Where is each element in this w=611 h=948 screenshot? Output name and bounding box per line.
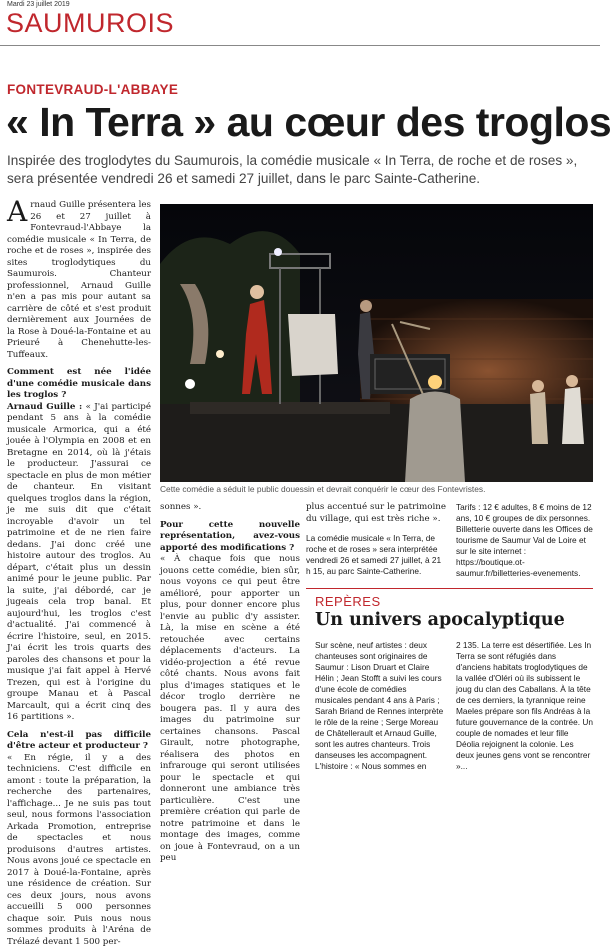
- show-info: La comédie musicale « In Terra, de roche et de roses » sera interprétée vendredi 26 et samedi 27 juillet, à 21 h 15, au parc Sainte-Catherine.: [306, 533, 446, 577]
- masthead-divider: [0, 45, 600, 46]
- photo-caption: Cette comédie a séduit le public douessin et devrait conquérir le cœur des Fontevristes.: [160, 484, 593, 494]
- answer-1-text: « J'ai participé pendant 5 ans à la comédie musicale Armorica, qui a été jouée à l'Olympia en 2008 et en Bretagne en 2014, où là j'étais le producteur. J'assurai ce spectacle en plus de mon métier de chanteur. En visitant quelques troglos dans la région, je me suis dit que c'était incroyable d'avoir un tel patrimoine et de ne rien faire dedans. J'ai donc créé une histoire autour des troglos. Au départ, c'était plus un dessin animé pour le jeune public. Par la suite, j'ai débordé, car je jugeais cela trop banal. Et aujourd'hui, les troglos c'est d'actualité. J'ai commencé à écrire l'histoire, seul, en 2015. J'ai écrit les trois quarts des paroles des chansons et pour la musique j'ai fait appel à Hervé Trezen, qui est à l'origine du groupe Manau et à Pascal Marcault, qui a écrit cinq des 16 partitions ».: [7, 402, 151, 723]
- reperes-divider: [306, 588, 593, 589]
- stage-photo: [160, 204, 593, 482]
- answer-1-speaker: Arnaud Guille :: [7, 402, 82, 412]
- issue-date: Mardi 23 juillet 2019: [7, 1, 70, 8]
- answer-2: « En régie, il y a des techniciens. C'est difficile en amont : toute la préparation, la recherche des partenaires, l'affichage... Je ne suis pas tout seul, nous formons l'association Arkada Promotion, entreprise de spectacles et nous produisons d'autres artistes. Nous avons joué ce spectacle en 2017 à Doué-la-Fontaine, après une résidence de création. Sur ces deux jours, nous avons accueilli 5 000 personnes chaque soir. Puis nous nous sommes produits à l'Aréna de Trélazé devant 1 500 per-: [7, 753, 151, 948]
- ticket-info: Tarifs : 12 € adultes, 8 € moins de 12 ans, 10 € groupes de dix personnes. Billetterie ouverte dans les Offices de tourisme de Saumur Val de Loire et sur le site internet : https://boutique.ot-saumur.fr/billetteries-evenements.: [456, 502, 593, 579]
- stage-photo-illustration: [160, 204, 593, 482]
- article-headline: « In Terra » au cœur des troglos: [6, 101, 611, 144]
- column-3-continuation: plus accentué sur le patrimoine du village, qui est très riche ».: [306, 502, 446, 525]
- article-column-1: [7, 200, 151, 948]
- question-2: Cela n'est-il pas difficile d'être acteur et producteur ?: [7, 730, 151, 753]
- article-column-4: [456, 502, 593, 579]
- article-standfirst: Inspirée des troglodytes du Saumurois, la comédie musicale « In Terra, de roche et de roses », sera présentée vendredi 26 et samedi 27 juillet, dans le parc Sainte-Catherine.: [7, 152, 593, 188]
- question-3: Pour cette nouvelle représentation, avez-vous apporté des modifications ?: [160, 520, 300, 555]
- reperes-column-2: 2 135. La terre est désertifiée. Les In Terra se sont réfugiés dans d'anciens habitats troglodytiques de la vallée d'Oléri où ils subissent le joug du clan des Caballans. À la tête de ces derniers, la tyrannique reine Maeles prépare son fils Andréas à la future gouvernance de la contrée. Un couple de nomades et leur fille Déolia rejoignent la colonie. Les deux jeunes gens vont se rencontrer »...: [456, 640, 593, 772]
- article-kicker: FONTEVRAUD-L'ABBAYE: [7, 82, 178, 97]
- reperes-tag: REPÈRES: [315, 594, 381, 609]
- reperes-column-1: Sur scène, neuf artistes : deux chanteuses sont originaires de Saumur : Lison Druart et Claire Hélin ; Jean Stofft a suivi les cours d'une école de comédies musicales pendant 4 ans à Paris ; Sarah Briand de Rennes interprète le rôle de la reine ; Serge Moreau de Châtellerault et Arnaud Guille, sont les autres chanteurs. Trois danseuses les accompagnent. L'histoire : « Nous sommes en: [315, 640, 445, 772]
- intro-text: rnaud Guille présentera les 26 et 27 juillet à Fontevraud-l'Abbaye la comédie musicale « In Terra, de roche et de roses », inspirée des sites troglodytiques du Saumurois. Chanteur professionnel, Arnaud Guille n'en a pas mis pour autant sa carrière de côté et s'est produit dernièrement aux Journées de la Rose à Doué-la-Fontaine et au Prieuré à Chenehutte-les-Tuffeaux.: [7, 200, 151, 360]
- intro-paragraph: [7, 200, 151, 361]
- answer-1: [7, 402, 151, 724]
- question-1: Comment est née l'idée d'une comédie musicale dans les troglos ?: [7, 367, 151, 402]
- answer-3: « À chaque fois que nous jouons cette comédie, bien sûr, nous voyons ce qui peut être amélioré, pour apporter un plus, pour donner encore plus l'envie au public d'y assister. Là, la mise en scène a été retouchée avec certains déplacements d'acteurs. La vidéo-projection a été revue côté chants. Nous avons fait plus d'images statiques et le décor troglo derrière ne bougera pas. Il y aura des images du patrimoine sur certaines chansons. Pascal Girault, notre photographe, réalisera des photos en infrarouge qui seront utilisées pour le spectacle et qui donneront une ambiance très particulière. C'est une première création qui parle de notre patrimoine et dans le montage des images, comme on joue à Fontevraud, on a un peu: [160, 554, 300, 865]
- article-column-3: [306, 502, 446, 577]
- drop-cap: A: [7, 200, 27, 224]
- section-title: SAUMUROIS: [6, 10, 174, 37]
- article-column-2: [160, 502, 300, 865]
- column-2-continuation: sonnes ».: [160, 502, 300, 514]
- reperes-title: Un univers apocalyptique: [315, 610, 565, 630]
